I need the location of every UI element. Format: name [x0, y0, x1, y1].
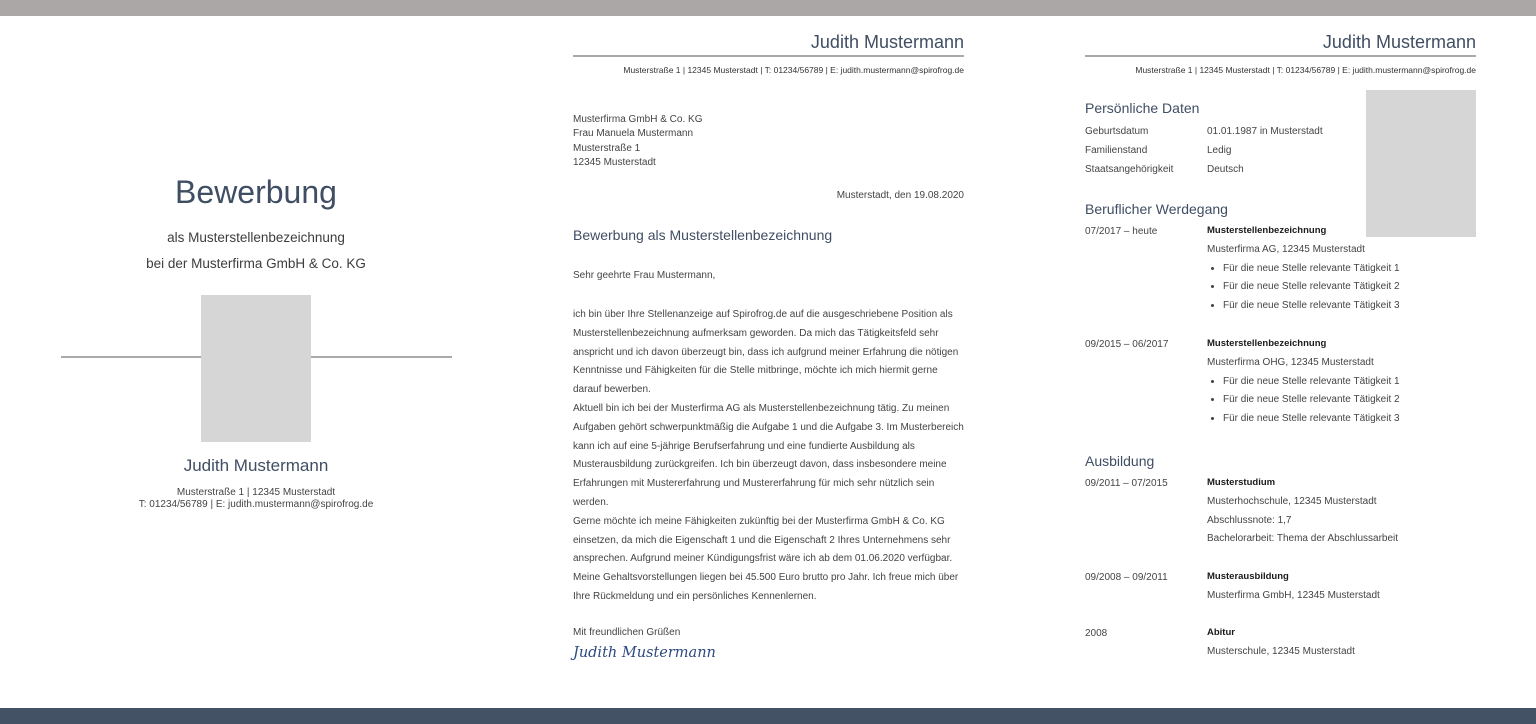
career-task: • Für die neue Stelle relevante Tätigkeit 3	[1223, 297, 1476, 316]
cover-page	[0, 16, 512, 708]
letter-signature: Judith Mustermann	[573, 645, 716, 661]
career-company: Musterfirma AG, 12345 Musterstadt	[1207, 243, 1365, 255]
recipient-line: 12345 Musterstadt	[573, 156, 656, 168]
personal-value: Deutsch	[1207, 164, 1244, 175]
bottom-bar	[0, 708, 1536, 724]
letter-header-name: Judith Mustermann	[810, 32, 964, 52]
recipient-address	[573, 113, 702, 170]
cv-photo-placeholder	[1366, 90, 1476, 237]
education-period: 2008	[1085, 628, 1108, 639]
letter-paragraph: Aktuell bin ich bei der Musterfirma AG als Musterstellenbezeichnung tätig. Zu meinen Aufgaben gehört schwerpunktmäßig die Aufgabe 1 und die Aufgabe 3. Im Musterbereich kann ich auf eine 5-jährige Berufserfahrung und eine fundierte Ausbildung als Musterausbildung zurückgreifen. Ich bin überzeugt davon, dass insbesondere meine Erfahrungen mit Mustererfahrung und Mustererfahrung für mich sehr nützlich sein werden.	[573, 402, 964, 508]
career-company: Musterfirma OHG, 12345 Musterstadt	[1207, 356, 1374, 368]
education-title: Abitur	[1207, 627, 1235, 638]
career-content	[1207, 339, 1476, 429]
personal-value: Ledig	[1207, 145, 1232, 156]
career-task: • Für die neue Stelle relevante Tätigkeit 2	[1223, 278, 1476, 297]
education-detail: Abschlussnote: 1,7	[1207, 514, 1292, 526]
recipient-line: Musterfirma GmbH & Co. KG	[573, 114, 703, 125]
letter-body	[573, 306, 964, 607]
career-position: Musterstellenbezeichnung	[1207, 225, 1327, 236]
education-detail: Bachelorarbeit: Thema der Abschlussarbeit	[1207, 533, 1399, 545]
cv-header-name: Judith Mustermann	[1322, 32, 1476, 52]
career-task: • Für die neue Stelle relevante Tätigkeit 1	[1223, 260, 1476, 279]
letter-header-contact: Musterstraße 1 | 12345 Musterstadt | T: 01234/56789 | E: judith.mustermann@spirofrog.de	[623, 65, 964, 75]
section-title-education: Ausbildung	[1085, 453, 1155, 469]
career-period: 09/2015 – 06/2017	[1085, 339, 1169, 350]
cover-address: Musterstraße 1 | 12345 Musterstadt	[176, 487, 336, 498]
personal-label: Familienstand	[1085, 145, 1148, 156]
section-title-personal: Persönliche Daten	[1085, 100, 1200, 116]
cover-photo-placeholder	[201, 295, 311, 442]
education-content	[1207, 478, 1476, 549]
cover-subtitle-position: als Musterstellenbezeichnung	[167, 230, 345, 245]
education-content	[1207, 628, 1476, 662]
cv-page	[1085, 16, 1476, 708]
education-content	[1207, 572, 1476, 606]
career-task-list	[1207, 373, 1476, 429]
personal-label: Staatsangehörigkeit	[1085, 164, 1174, 175]
career-content	[1207, 226, 1476, 316]
personal-value: 01.01.1987 in Musterstadt	[1207, 126, 1323, 137]
education-period: 09/2008 – 09/2011	[1085, 572, 1168, 583]
career-task: • Für die neue Stelle relevante Tätigkeit 1	[1223, 373, 1476, 392]
section-title-career: Beruflicher Werdegang	[1085, 201, 1228, 217]
cv-header-rule	[1085, 55, 1476, 57]
career-position: Musterstellenbezeichnung	[1207, 338, 1327, 349]
letter-closing: Mit freundlichen Grüßen	[573, 627, 681, 638]
education-detail: Musterschule, 12345 Musterstadt	[1207, 645, 1355, 657]
education-detail: Musterfirma GmbH, 12345 Musterstadt	[1207, 589, 1380, 601]
career-task-list	[1207, 260, 1476, 316]
career-task: • Für die neue Stelle relevante Tätigkeit 3	[1223, 410, 1476, 429]
cv-header-contact: Musterstraße 1 | 12345 Musterstadt | T: 01234/56789 | E: judith.mustermann@spirofrog.de	[1135, 65, 1476, 75]
recipient-line: Frau Manuela Mustermann	[573, 128, 694, 140]
cover-contact: T: 01234/56789 | E: judith.mustermann@spirofrog.de	[138, 499, 374, 510]
letter-paragraph: ich bin über Ihre Stellenanzeige auf Spirofrog.de auf die ausgeschriebene Position als Musterstellenbezeichnung aufmerksam geworden. Da mich das Tätigkeitsfeld sehr anspricht und ich davon überzeugt bin, dass ich aufgrund meiner Erfahrung die nötigen Kenntnisse und Fähigkeiten für die Stelle mitbringe, möchte ich mich hiermit gerne darauf bewerben.	[573, 309, 959, 396]
cover-name: Judith Mustermann	[183, 456, 329, 475]
personal-label: Geburtsdatum	[1085, 126, 1149, 137]
letter-paragraph: Gerne möchte ich meine Fähigkeiten zukünftig bei der Musterfirma GmbH & Co. KG einsetzen, da mich die Eigenschaft 1 und die Eigenschaft 2 Ihres Unternehmens sehr ansprechen. Aufgrund meiner Kündigungsfrist wäre ich ab dem 01.06.2020 verfügbar. Meine Gehaltsvorstellungen liegen bei 45.500 Euro brutto pro Jahr. Ich freue mich über Ihre Rückmeldung und ein persönliches Kennenlernen.	[573, 515, 959, 602]
letter-salutation: Sehr geehrte Frau Mustermann,	[573, 270, 716, 281]
letter-header-rule	[573, 55, 964, 57]
cover-subtitle-company: bei der Musterfirma GmbH & Co. KG	[146, 256, 366, 271]
education-title: Musterausbildung	[1207, 571, 1289, 582]
education-detail: Musterhochschule, 12345 Musterstadt	[1207, 495, 1377, 507]
cover-title: Bewerbung	[175, 174, 337, 210]
letter-date: Musterstadt, den 19.08.2020	[836, 190, 964, 201]
education-title: Musterstudium	[1207, 477, 1276, 488]
letter-subject: Bewerbung als Musterstellenbezeichnung	[573, 227, 833, 243]
top-bar	[0, 0, 1536, 16]
recipient-line: Musterstraße 1	[573, 142, 641, 154]
education-period: 09/2011 – 07/2015	[1085, 478, 1168, 489]
career-task: • Für die neue Stelle relevante Tätigkeit 2	[1223, 391, 1476, 410]
letter-page	[573, 16, 964, 708]
career-period: 07/2017 – heute	[1085, 226, 1158, 237]
